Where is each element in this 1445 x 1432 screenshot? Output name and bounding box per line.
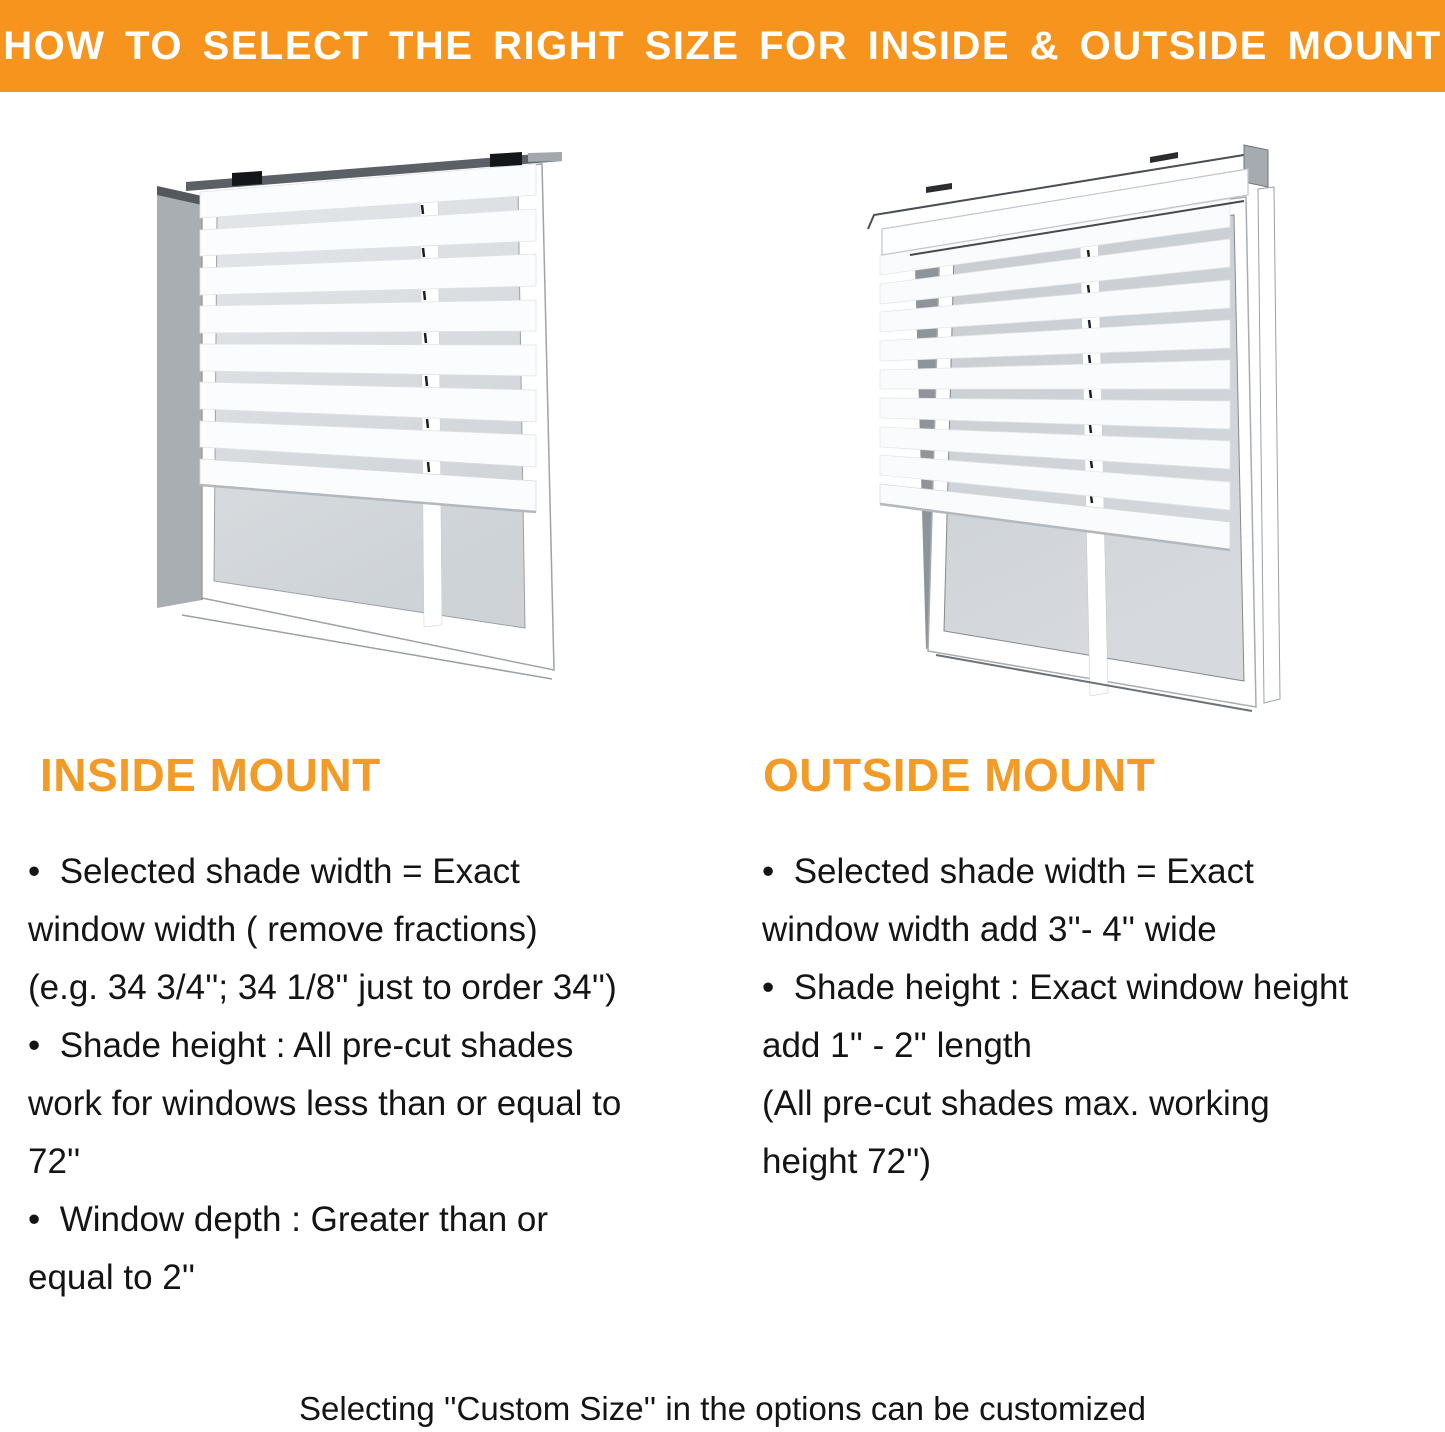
bullet-line: add 1'' - 2'' length: [762, 1026, 1032, 1065]
bullet-line: • Window depth : Greater than or: [28, 1200, 549, 1239]
screw-mark: [926, 183, 952, 193]
mounting-bracket: [490, 152, 522, 167]
bullet-line: • Shade height : Exact window height: [762, 968, 1349, 1007]
mounting-bracket: [232, 171, 262, 186]
banner-title: HOW TO SELECT THE RIGHT SIZE FOR INSIDE & OUTSIDE MOUNT: [3, 23, 1442, 68]
bullet-line: • Selected shade width = Exact: [762, 852, 1254, 891]
bullet-line: height 72''): [762, 1142, 932, 1181]
banner: [0, 0, 1445, 92]
outside-mount-window-drawing: [840, 133, 1340, 735]
outside-mount-text: [762, 843, 1437, 1191]
bullet-line: equal to 2'': [28, 1258, 196, 1297]
bullet-line: window width add 3''- 4'' wide: [762, 910, 1217, 949]
inside-mount-text: [28, 843, 728, 1307]
inside-mount-illustration: [122, 128, 682, 708]
outside-mount-heading: OUTSIDE MOUNT: [763, 749, 1156, 801]
window-right-frame-edge: [1258, 187, 1280, 703]
bullet-line: • Selected shade width = Exact: [28, 852, 520, 891]
window-left-jamb: [157, 186, 202, 608]
bullet-line: window width ( remove fractions): [28, 910, 538, 949]
bullet-line: • Shade height : All pre-cut shades: [28, 1026, 574, 1065]
custom-size-note: Selecting ''Custom Size'' in the options can be customized: [299, 1390, 1146, 1427]
outside-mount-illustration: [840, 133, 1340, 735]
screw-mark: [1150, 152, 1178, 163]
inside-mount-heading: INSIDE MOUNT: [40, 749, 381, 801]
bullet-line: work for windows less than or equal to: [28, 1084, 622, 1123]
bullet-line: 72'': [28, 1142, 81, 1181]
bullet-line: (e.g. 34 3/4''; 34 1/8'' just to order 34''): [28, 968, 617, 1007]
bullet-line: (All pre-cut shades max. working: [762, 1084, 1270, 1123]
inside-mount-window-drawing: [122, 128, 682, 708]
